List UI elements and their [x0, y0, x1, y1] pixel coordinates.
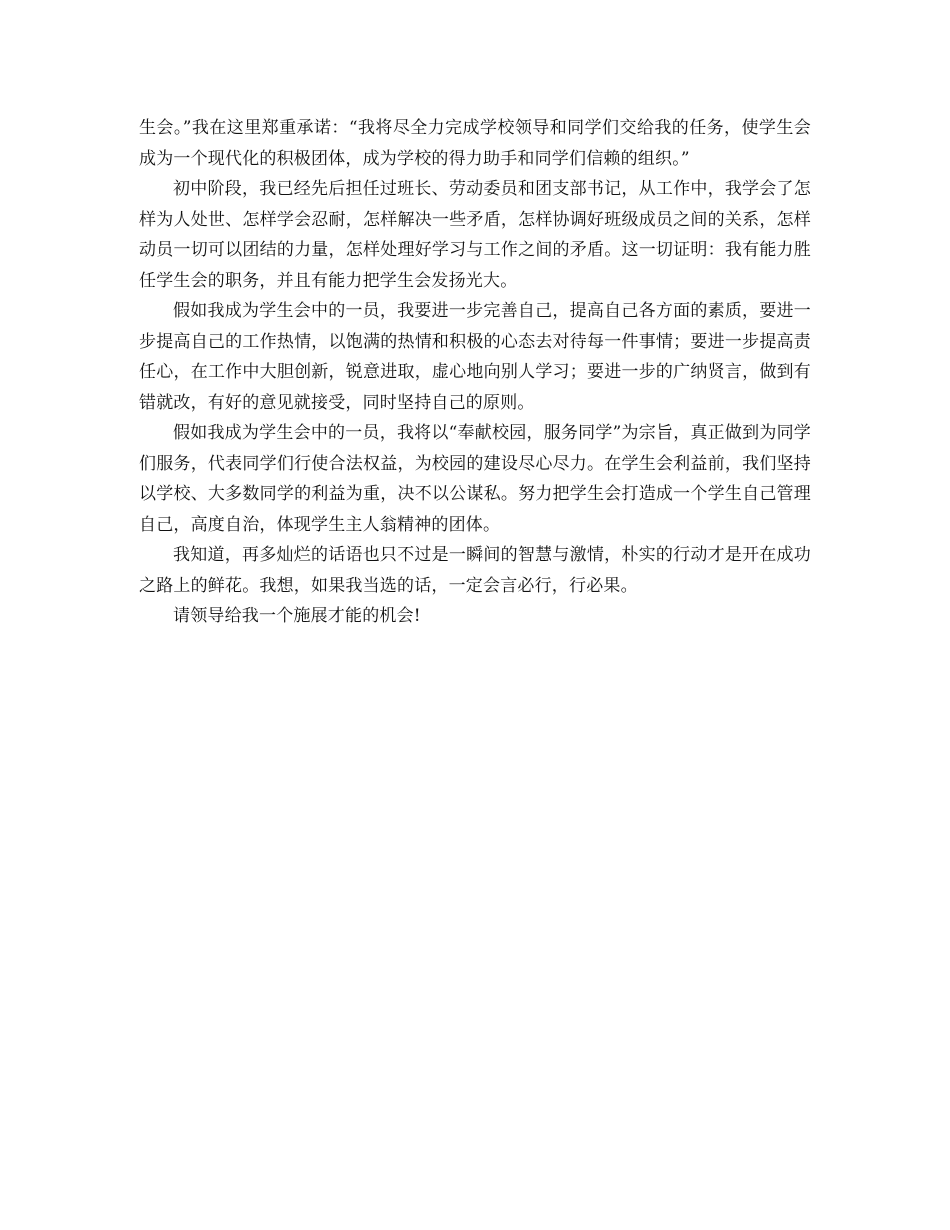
- paragraph-experience: 初中阶段，我已经先后担任过班长、劳动委员和团支部书记，从工作中，我学会了怎样为人处世、怎样学会忍耐，怎样解决一些矛盾，怎样协调好班级成员之间的关系，怎样动员一切可以团结的力量，怎样处理好学习与工作之间的矛盾。这一切证明：我有能力胜任学生会的职务，并且有能力把学生会发扬光大。: [139, 179, 811, 291]
- paragraph-closing-request: 请领导给我一个施展才能的机会!: [173, 606, 421, 626]
- document-body: [139, 113, 811, 632]
- paragraph-action-promise: 我知道，再多灿烂的话语也只不过是一瞬间的智慧与激情，朴实的行动才是开在成功之路上的鲜花。我想，如果我当选的话，一定会言必行，行必果。: [139, 545, 811, 596]
- paragraph-service-pledge: 假如我成为学生会中的一员，我将以“奉献校园，服务同学”为宗旨，真正做到为同学们服务，代表同学们行使合法权益，为校园的建设尽心尽力。在学生会利益前，我们坚持以学校、大多数同学的利益为重，决不以公谋私。努力把学生会打造成一个学生自己管理自己，高度自治，体现学生主人翁精神的团体。: [139, 423, 811, 535]
- paragraph-self-improvement: 假如我成为学生会中的一员，我要进一步完善自己，提高自己各方面的素质，要进一步提高自己的工作热情，以饱满的热情和积极的心态去对待每一件事情；要进一步提高责任心，在工作中大胆创新，锐意进取，虚心地向别人学习；要进一步的广纳贤言，做到有错就改，有好的意见就接受，同时坚持自己的原则。: [139, 301, 811, 413]
- paragraph-continuation: 生会。”我在这里郑重承诺：“我将尽全力完成学校领导和同学们交给我的任务，使学生会成为一个现代化的积极团体，成为学校的得力助手和同学们信赖的组织。”: [139, 118, 811, 169]
